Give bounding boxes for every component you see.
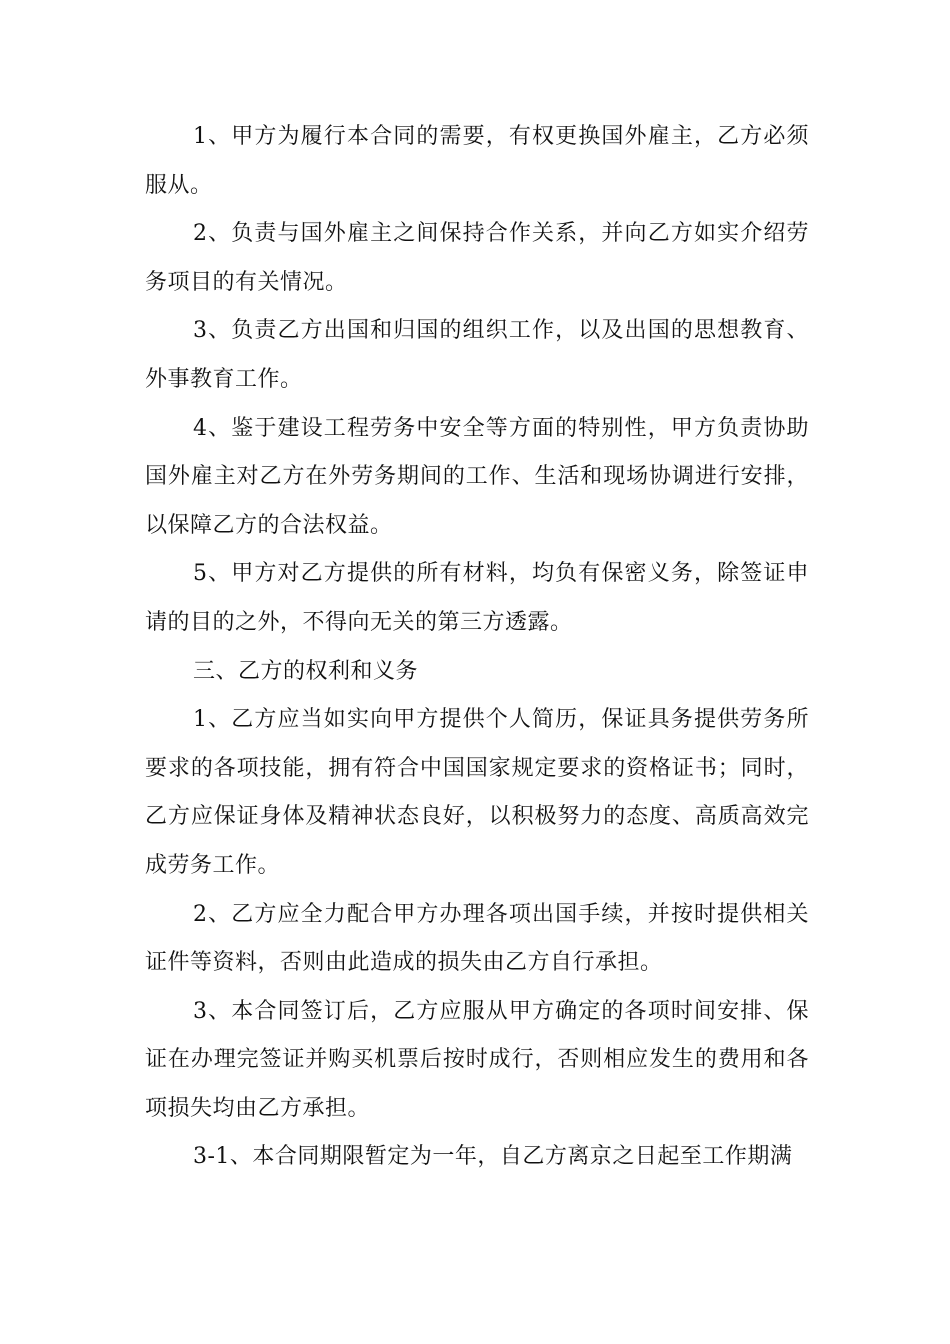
- clause-paragraph: 3-1、本合同期限暂定为一年，自乙方离京之日起至工作期满: [193, 1144, 793, 1170]
- clause-paragraph: 2、乙方应全力配合甲方办理各项出国手续，并按时提供相关证件等资料，否则由此造成的损失由乙方自行承担。: [145, 901, 809, 976]
- clause-paragraph: 1、乙方应当如实向甲方提供个人简历，保证具务提供劳务所要求的各项技能，拥有符合中国国家规定要求的资格证书；同时，乙方应保证身体及精神状态良好，以积极努力的态度、高质高效完成劳务工作。: [145, 707, 809, 878]
- clause-paragraph: 2、负责与国外雇主之间保持合作关系，并向乙方如实介绍劳务项目的有关情况。: [145, 221, 809, 295]
- document-body: [145, 113, 809, 1182]
- section-heading: 三、乙方的权利和义务: [193, 658, 419, 684]
- clause-paragraph: 5、甲方对乙方提供的所有材料，均负有保密义务，除签证申请的目的之外，不得向无关的第三方透露。: [145, 561, 809, 635]
- clause-paragraph: 3、本合同签订后，乙方应服从甲方确定的各项时间安排、保证在办理完签证并购买机票后按时成行，否则相应发生的费用和各项损失均由乙方承担。: [145, 998, 809, 1121]
- clause-paragraph: 1、甲方为履行本合同的需要，有权更换国外雇主，乙方必须服从。: [145, 124, 809, 198]
- clause-paragraph: 3、负责乙方出国和归国的组织工作，以及出国的思想教育、外事教育工作。: [145, 318, 809, 392]
- clause-paragraph: 4、鉴于建设工程劳务中安全等方面的特别性，甲方负责协助国外雇主对乙方在外劳务期间的工作、生活和现场协调进行安排，以保障乙方的合法权益。: [145, 415, 809, 538]
